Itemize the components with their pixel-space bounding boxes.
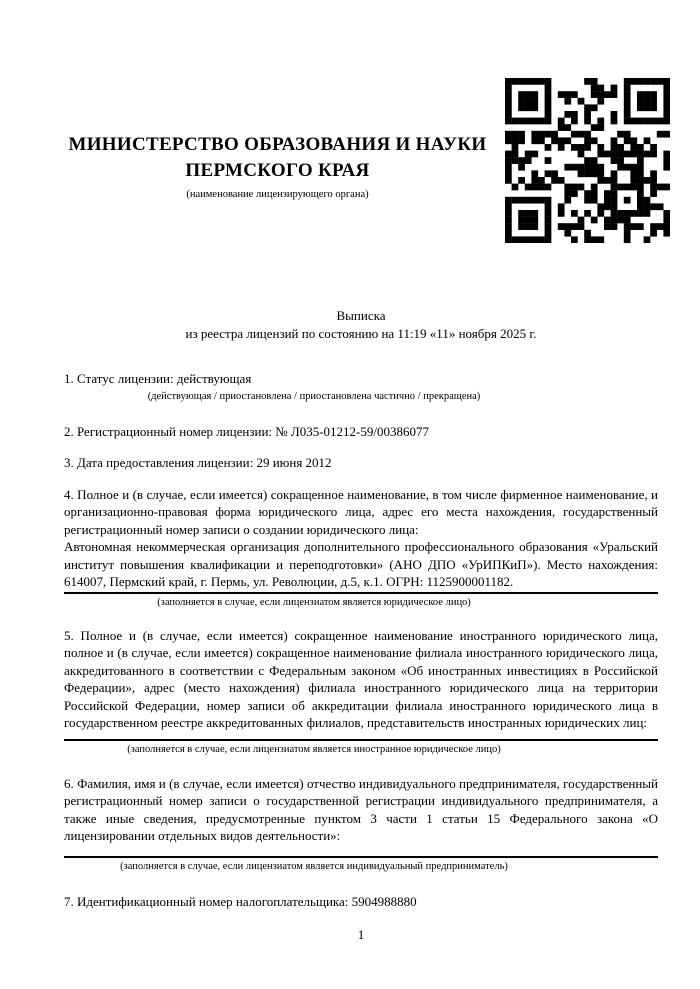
license-status-text: 1. Статус лицензии: действующая [64, 371, 252, 386]
ministry-name-line2: ПЕРМСКОГО КРАЯ [185, 160, 370, 181]
license-item-taxpayer-number [64, 893, 658, 911]
taxpayer-number-text: 7. Идентификационный номер налогоплательщика: 5904988880 [64, 893, 417, 909]
qr-code-icon [505, 78, 670, 243]
legal-entity-value: Автономная некоммерческая организация дополнительного профессионального образования «Уральский институт повышения квалификации и переподготовки» (АНО ДПО «УрИПКиП»). Место нахождения: 614007, Пермский край, г. Пермь, ул. Революции, д.5, к.1. ОГРН: 1125900001182. [64, 539, 658, 589]
license-status-caption: (действующая / приостановлена / приостановлена частично / прекращена) [147, 390, 481, 402]
licensing-authority-block [64, 132, 505, 201]
grant-date-text: 3. Дата предоставления лицензии: 29 июня 2012 [64, 455, 332, 470]
document-title-line1: Выписка [336, 308, 386, 323]
license-item-grant-date [64, 454, 658, 472]
individual-entrepreneur-prompt: 6. Фамилия, имя и (в случае, если имеется) отчество индивидуального предпринимателя, государственный регистрационный номер записи о государственной регистрации индивидуального предпринимателя, а также иные сведения, предусмотренные пунктом 3 части 1 статьи 15 Федерального закона «О лицензировании отдельных видов деятельности»: [64, 775, 658, 843]
license-item-status [64, 370, 658, 403]
legal-entity-underline [64, 592, 658, 594]
ministry-name-caption: (наименование лицензирующего органа) [186, 189, 369, 200]
page-number: 1 [357, 927, 365, 942]
document-title-line2: из реестра лицензий по состоянию на 11:19 «11» ноября 2025 г. [185, 325, 537, 341]
legal-entity-prompt: 4. Полное и (в случае, если имеется) сокращенное наименование, в том числе фирменное наименование, и организационно-правовая форма юридического лица, адрес его места нахождения, государственный регистрационный номер записи о создании юридического лица: [64, 486, 658, 537]
legal-entity-caption: (заполняется в случае, если лицензиатом является юридическое лицо) [157, 596, 471, 608]
license-item-registration-number [64, 423, 658, 441]
foreign-entity-caption: (заполняется в случае, если лицензиатом является иностранное юридическое лицо) [127, 743, 501, 755]
license-item-legal-entity [64, 486, 658, 609]
individual-entrepreneur-caption: (заполняется в случае, если лицензиатом является индивидуальный предприниматель) [120, 860, 508, 872]
ministry-name-line1: МИНИСТЕРСТВО ОБРАЗОВАНИЯ И НАУКИ [68, 134, 487, 155]
individual-entrepreneur-underline [64, 856, 658, 858]
license-item-foreign-entity [64, 627, 658, 756]
foreign-entity-prompt: 5. Полное и (в случае, если имеется) сокращенное наименование иностранного юридического лица, полное и (в случае, если имеется) сокращенное наименование филиала иностранного юридического лица, аккредитованного в соответствии с Федеральным законом «Об иностранных инвестициях в Российской Федерации», адрес (место нахождения) филиала иностранного юридического лица на территории Российской Федерации, номер записи об аккредитации филиала иностранного юридического лица в государственном реестре аккредитованных филиалов, представительств иностранных юридических лиц: [64, 627, 658, 730]
registration-number-text: 2. Регистрационный номер лицензии: № Л035-01212-59/00386077 [64, 423, 430, 439]
foreign-entity-underline [64, 739, 658, 741]
document-title [64, 307, 658, 342]
document-header [64, 78, 658, 243]
license-item-individual-entrepreneur [64, 775, 658, 873]
